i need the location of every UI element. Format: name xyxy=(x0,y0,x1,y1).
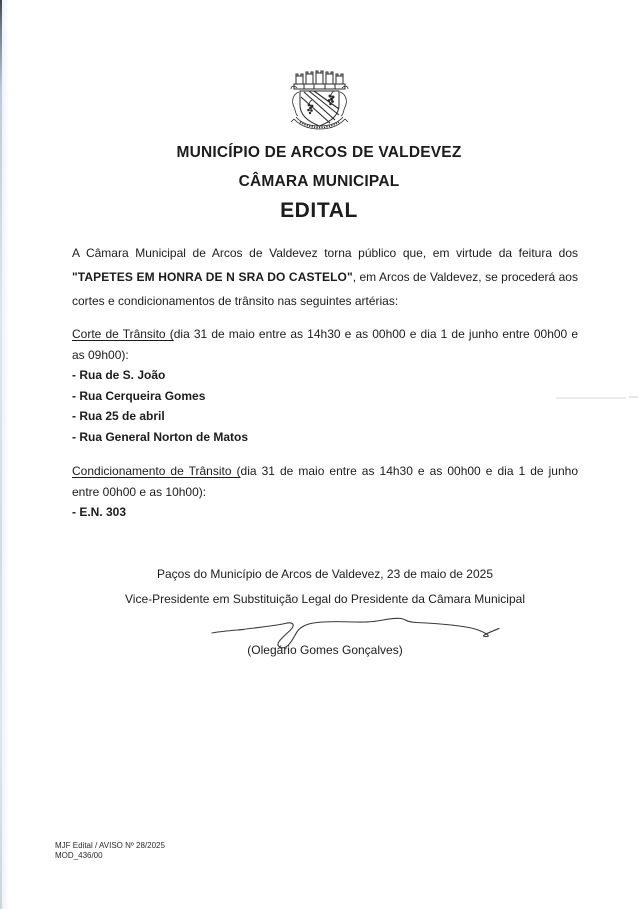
section-heading-underlined: Corte de Trânsito ( xyxy=(72,327,174,341)
scan-artifact-dash xyxy=(629,396,638,398)
signer-name-line: (Olegário Gomes Gonçalves) xyxy=(247,643,403,657)
section-heading xyxy=(72,461,578,502)
intro-paragraph xyxy=(72,241,578,313)
municipality-name: MUNICÍPIO DE ARCOS DE VALDEVEZ xyxy=(176,144,462,161)
section-corte-de-transito xyxy=(72,324,578,447)
footer-reference: MJF Edital / AVISO Nº 28/2025 xyxy=(55,841,165,850)
signer-role-line: Vice-Presidente em Substituição Legal do Presidente da Câmara Municipal xyxy=(124,592,525,606)
street-list-item: - Rua 25 de abril xyxy=(72,409,165,423)
section-heading-rest: dia 31 de maio entre as 14h30 e as 00h00 e dia 1 de junho entre 00h00 e as 09h00): xyxy=(72,327,579,362)
section-heading-rest: dia 31 de maio entre as 14h30 e as 00h00 e dia 1 de junho entre 00h00 e as 10h00): xyxy=(72,464,578,499)
document-title: EDITAL xyxy=(280,199,358,222)
department-name: CÂMARA MUNICIPAL xyxy=(238,173,400,190)
section-condicionamento-de-transito xyxy=(72,461,578,523)
street-list-item: - Rua General Norton de Matos xyxy=(72,429,249,444)
scan-edge-fade xyxy=(2,0,9,909)
street-list-item: - Rua Cerqueira Gomes xyxy=(72,388,206,403)
document-footer xyxy=(55,841,165,860)
street-list-item: - E.N. 303 xyxy=(72,505,127,519)
street-list-item: - Rua de S. João xyxy=(72,368,166,382)
intro-text-start: A Câmara Municipal de Arcos de Valdevez torna público que, em virtude da feitura dos xyxy=(72,246,578,260)
intro-text-end: , em Arcos de Valdevez, se procederá aos cortes e condicionamentos de trânsito nas seguintes artérias: xyxy=(72,270,578,308)
event-name-bold: "TAPETES EM HONRA DE N SRA DO CASTELO" xyxy=(72,270,353,284)
section-heading-underlined: Condicionamento de Trânsito ( xyxy=(72,464,241,478)
place-and-date-line: Paços do Município de Arcos de Valdevez, 23 de maio de 2025 xyxy=(157,567,493,581)
municipal-coat-of-arms-icon xyxy=(289,70,350,133)
section-heading xyxy=(72,324,578,365)
footer-model-number: MOD_436/00 xyxy=(55,850,103,860)
